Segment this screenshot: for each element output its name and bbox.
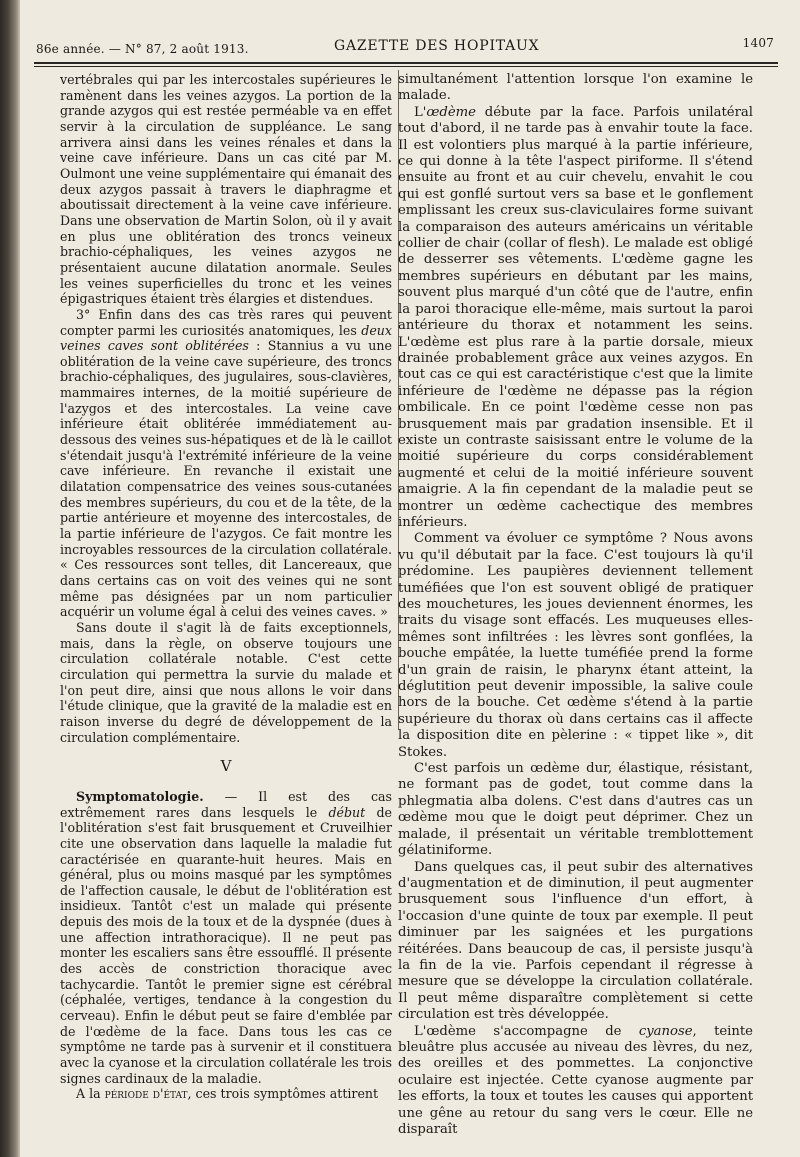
- page-header: [36, 38, 780, 58]
- header-rule-thick: [34, 62, 778, 64]
- section-number: V: [220, 757, 232, 776]
- paragraph: simultanément l'attention lorsque l'on examine le malade.: [398, 72, 753, 104]
- paragraph: Dans quelques cas, il peut subir des alternatives d'augmentation et de diminution, il peut augmenter brusquement sous l'influence d'un effort, à l'occasion d'une quinte de toux par exemple. Il peut diminuer par les saignées et les purgations réitérées. Dans beaucoup de cas, il persiste jusqu'à la fin de la vie. Parfois cependant il régresse à mesure que se développe la circulation collatérale. Il peut même disparaître complètement si cette circulation est très développée.: [398, 859, 753, 1023]
- section-heading: Symptomatologie.: [76, 788, 204, 804]
- header-rule-thin: [34, 66, 778, 67]
- paragraph: Sans doute il s'agit là de faits exceptionnels, mais, dans la règle, on observe toujours une circulation collatérale notable. C'est cette circulation qui permettra la survie du malade et l'on peut dire, ainsi que nous allons le voir dans l'étude clinique, que la gravité de la maladie est en raison inverse du degré de développement de la circulation complémentaire.: [60, 619, 392, 745]
- issue-info: 86e année. — N° 87, 2 août 1913.: [36, 42, 249, 56]
- paragraph: 3° Enfin dans des cas très rares qui peuvent compter parmi les curiosités anatomiques, les deux veines caves sont oblitérées : Stannius a vu une oblitération de la veine cave supérieure, des troncs brachio-céphaliques, des jugulaires, sous-clavières, mammaires internes, de la moitié supérieure de l'azygos et des intercostales. La veine cave inférieure était oblitérée immédiatement au-dessous des veines sus-hépatiques et de là le caillot s'étendait jusqu'à l'extrémité inférieure de la veine cave inférieure. En revanche il existait une dilatation compensatrice des veines sous-cutanées des membres supérieurs, du cou et de la tête, de la partie antérieure et moyenne des intercostales, de la partie inférieure de l'azygos. Ce fait montre les incroyables ressources de la circulation collatérale. « Ces ressources sont telles, dit Lancereaux, que dans certains cas on voit des veines qui ne sont même pas désignées par un nom particulier acquérir un volume égal à celui des veines caves. »: [60, 306, 392, 620]
- right-column: [398, 72, 753, 1138]
- paragraph: Comment va évoluer ce symptôme ? Nous avons vu qu'il débutait par la face. C'est toujours là qu'il prédomine. Les paupières deviennent tellement tuméfiées que l'on est souvent obligé de pratiquer des mouchetures, les joues deviennent énormes, les traits du visage sont effacés. Les muqueuses elles-mêmes sont infiltrées : les lèvres sont gonflées, la bouche empâtée, la luette tuméfiée prend la forme d'un grain de raisin, le pharynx étant atteint, la déglutition peut devenir impossible, la salive coule hors de la bouche. Cet œdème s'étend à la partie supérieure du thorax où dans certains cas il affecte la disposition dite en pèlerine : « tippet like », dit Stokes.: [398, 531, 753, 760]
- paragraph: A la période d'état, ces trois symptômes attirent: [76, 1086, 379, 1102]
- book-spine-shadow: [0, 0, 20, 1157]
- paragraph: L'œdème s'accompagne de cyanose, teinte bleuâtre plus accusée au niveau des lèvres, du nez, des oreilles et des pommettes. La conjonctive oculaire est injectée. Cette cyanose augmente par les efforts, la toux et toutes les causes qui apportent une gêne au retour du sang vers le cœur. Elle ne disparaît: [398, 1023, 753, 1137]
- left-column: [60, 72, 392, 1102]
- paragraph: L'œdème débute par la face. Parfois unilatéral tout d'abord, il ne tarde pas à envahir toute la face. Il est volontiers plus marqué à la partie inférieure, ce qui donne à la tête l'aspect piriforme. Il s'étend ensuite au front et au cuir chevelu, envahit le cou qui est gonflé surtout vers sa base et le gonflement emplissant les creux sus-claviculaires forme suivant la comparaison des auteurs américains un véritable collier de chair (collar of flesh). Le malade est obligé de desserrer ses vêtements. L'œdème gagne les membres supérieurs en débutant par les mains, souvent plus marqué d'un côté que de l'autre, enfin la paroi thoracique elle-même, mais surtout la paroi antérieure du thorax et notamment les seins. L'œdème est plus rare à la partie dorsale, mieux drainée probablement grâce aux veines azygos. En tout cas ce qui est caractéristique c'est que la limite inférieure de l'œdème ne dépasse pas la région ombilicale. En ce point l'œdème cesse non pas brusquement mais par gradation insensible. Et il existe un contraste saisissant entre le volume de la moitié supérieure du corps considérablement augmenté et celui de la moitié inférieure souvent amaigrie. A la fin cependant de la maladie peut se montrer un œdème cachectique des membres inférieurs.: [398, 104, 753, 530]
- page-number: 1407: [742, 36, 774, 50]
- paragraph: vertébrales qui par les intercostales supérieures le ramènent dans les veines azygos. La portion de la grande azygos qui est restée perméable va en effet servir à la circulation de suppléance. Le sang arrivera ainsi dans les veines rénales et dans la veine cave inférieure. Dans un cas cité par M. Oulmont une veine supplémentaire qui émanait des deux azygos passait à travers le diaphragme et aboutissait directement à la veine cave inférieure. Dans une observation de Martin Solon, où il y avait en plus une oblitération des troncs veineux brachio-céphaliques, les veines azygos ne présentaient aucune dilatation anormale. Seules les veines superficielles du tronc et les veines épigastriques étaient très élargies et distendues.: [60, 72, 392, 307]
- journal-title: GAZETTE DES HOPITAUX: [334, 38, 540, 54]
- paragraph: Symptomatologie. — Il est des cas extrêmement rares dans lesquels le début de l'oblitération s'est fait brusquement et Cruveilhier cite une observation dans laquelle la maladie fut caractérisée en quarante-huit heures. Mais en général, plus ou moins masqué par les symptômes de l'affection causale, le début de l'oblitération est insidieux. Tantôt c'est un malade qui présente depuis des mois de la toux et de la dyspnée (dues à une affection intrathoracique). Il ne peut pas monter les escaliers sans être essoufflé. Il présente des accès de constriction thoracique avec tachycardie. Tantôt le premier signe est cérébral (céphalée, vertiges, tendance à la congestion du cerveau). Enfin le début peut se faire d'emblée par de l'œdème de la face. Dans tous les cas ce symptôme ne tarde pas à survenir et il constituera avec la cyanose et la circulation collatérale les trois signes cardinaux de la maladie.: [60, 788, 392, 1086]
- paragraph: C'est parfois un œdème dur, élastique, résistant, ne formant pas de godet, tout comme dans la phlegmatia alba dolens. C'est dans d'autres cas un œdème mou que le doigt peut déprimer. Chez un malade, il présentait un véritable tremblottement gélatiniforme.: [398, 761, 753, 859]
